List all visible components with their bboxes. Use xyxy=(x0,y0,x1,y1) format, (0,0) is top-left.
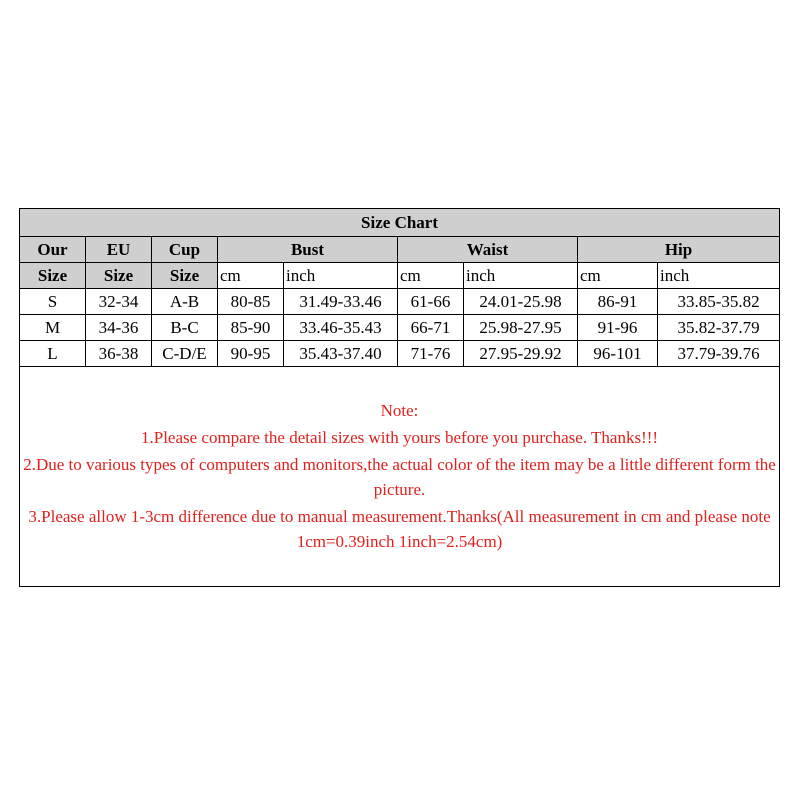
hip-cm-header: cm xyxy=(578,263,658,289)
bust-cm-cell: 85-90 xyxy=(218,315,284,341)
bust-header: Bust xyxy=(218,237,398,263)
eu-cell: 32-34 xyxy=(86,289,152,315)
bust-cm-cell: 80-85 xyxy=(218,289,284,315)
bust-inch-cell: 31.49-33.46 xyxy=(284,289,398,315)
title-row xyxy=(20,209,780,237)
header-row-1 xyxy=(20,237,780,263)
bust-inch-cell: 33.46-35.43 xyxy=(284,315,398,341)
cup-cell: A-B xyxy=(152,289,218,315)
chart-title: Size Chart xyxy=(20,209,780,237)
header-row-2 xyxy=(20,263,780,289)
size-cell: S xyxy=(20,289,86,315)
eu-cell: 34-36 xyxy=(86,315,152,341)
cup-cell: B-C xyxy=(152,315,218,341)
waist-header: Waist xyxy=(398,237,578,263)
waist-cm-cell: 66-71 xyxy=(398,315,464,341)
our-size-header-bottom: Size xyxy=(20,263,86,289)
bust-inch-header: inch xyxy=(284,263,398,289)
notes-row xyxy=(20,367,780,587)
notes-cell xyxy=(20,367,780,587)
bust-cm-header: cm xyxy=(218,263,284,289)
bust-cm-cell: 90-95 xyxy=(218,341,284,367)
eu-size-header-top: EU xyxy=(86,237,152,263)
waist-inch-header: inch xyxy=(464,263,578,289)
table-row xyxy=(20,289,780,315)
waist-cm-cell: 61-66 xyxy=(398,289,464,315)
size-cell: M xyxy=(20,315,86,341)
hip-header: Hip xyxy=(578,237,780,263)
eu-size-header-bottom: Size xyxy=(86,263,152,289)
hip-inch-cell: 37.79-39.76 xyxy=(658,341,780,367)
note-3: 3.Please allow 1-3cm difference due to manual measurement.Thanks(All measurement in cm and please note 1cm=0.39inch 1inch=2.54cm) xyxy=(28,506,771,551)
cup-size-header-bottom: Size xyxy=(152,263,218,289)
table-row xyxy=(20,315,780,341)
size-cell: L xyxy=(20,341,86,367)
hip-inch-cell: 33.85-35.82 xyxy=(658,289,780,315)
bust-inch-cell: 35.43-37.40 xyxy=(284,341,398,367)
cup-size-header-top: Cup xyxy=(152,237,218,263)
hip-inch-cell: 35.82-37.79 xyxy=(658,315,780,341)
hip-cm-cell: 91-96 xyxy=(578,315,658,341)
note-heading: Note: xyxy=(380,400,419,420)
eu-cell: 36-38 xyxy=(86,341,152,367)
size-chart-table xyxy=(19,208,780,587)
hip-inch-header: inch xyxy=(658,263,780,289)
waist-inch-cell: 25.98-27.95 xyxy=(464,315,578,341)
note-1: 1.Please compare the detail sizes with yours before you purchase. Thanks!!! xyxy=(140,427,659,447)
our-size-header-top: Our xyxy=(20,237,86,263)
table-row xyxy=(20,341,780,367)
waist-cm-cell: 71-76 xyxy=(398,341,464,367)
waist-inch-cell: 27.95-29.92 xyxy=(464,341,578,367)
waist-inch-cell: 24.01-25.98 xyxy=(464,289,578,315)
note-2: 2.Due to various types of computers and monitors,the actual color of the item may be a little different form the picture. xyxy=(23,454,776,499)
waist-cm-header: cm xyxy=(398,263,464,289)
hip-cm-cell: 96-101 xyxy=(578,341,658,367)
hip-cm-cell: 86-91 xyxy=(578,289,658,315)
cup-cell: C-D/E xyxy=(152,341,218,367)
